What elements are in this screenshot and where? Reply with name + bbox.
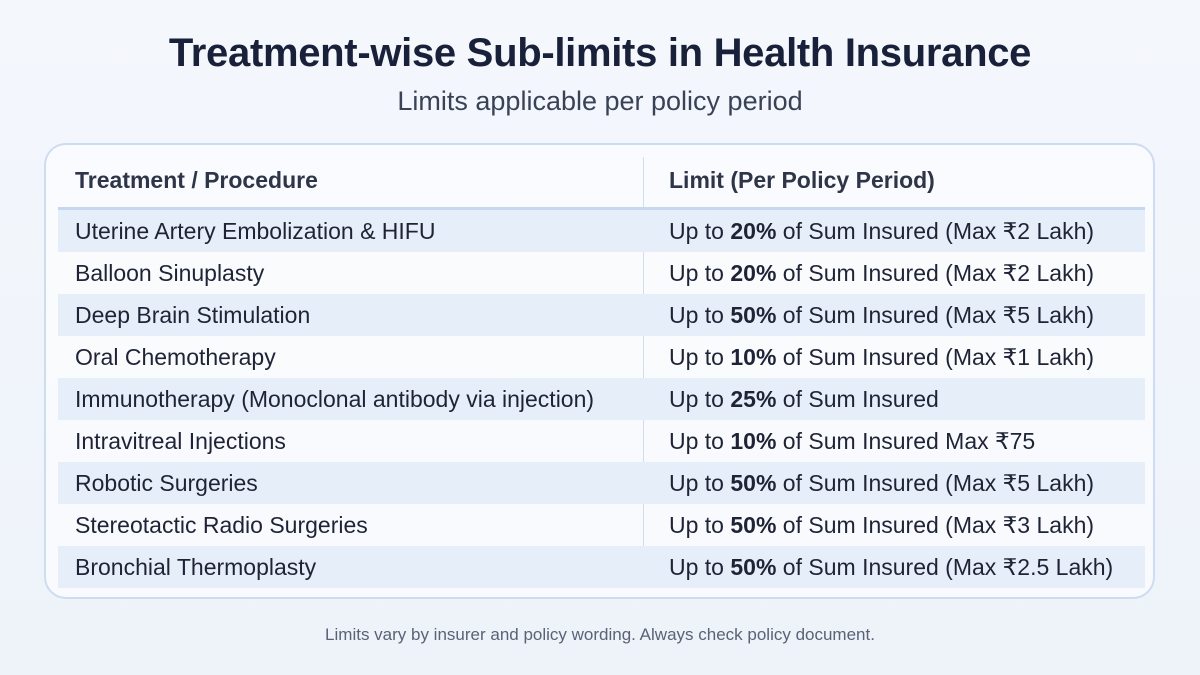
limit-cell [669, 294, 1094, 336]
page-title: Treatment-wise Sub-limits in Health Insurance [168, 31, 1032, 75]
treatment-cell: Oral Chemotherapy [75, 344, 276, 370]
table-row [58, 378, 1145, 420]
treatment-cell: Immunotherapy (Monoclonal antibody via injection) [75, 386, 595, 412]
table-row [58, 504, 1145, 546]
column-header-treatment: Treatment / Procedure [75, 167, 318, 193]
table-row [58, 210, 1145, 252]
limit-cell [669, 462, 1094, 504]
treatment-cell: Uterine Artery Embolization & HIFU [75, 218, 436, 244]
treatment-cell: Bronchial Thermoplasty [75, 554, 317, 580]
table-row [58, 546, 1145, 588]
limit-percent: 20% [730, 260, 777, 286]
treatment-cell: Balloon Sinuplasty [75, 260, 265, 286]
limit-suffix: of Sum Insured (Max ₹2 Lakh) [776, 260, 1095, 286]
sub-limits-table [44, 143, 1155, 599]
limit-suffix: of Sum Insured (Max ₹2 Lakh) [776, 218, 1095, 244]
table-row [58, 294, 1145, 336]
limit-cell [669, 504, 1094, 546]
treatment-cell: Stereotactic Radio Surgeries [75, 512, 368, 538]
limit-suffix: of Sum Insured (Max ₹3 Lakh) [776, 512, 1095, 538]
limit-suffix: of Sum Insured Max ₹75 [776, 428, 1036, 454]
limit-prefix: Up to [669, 554, 731, 580]
limit-suffix: of Sum Insured (Max ₹1 Lakh) [776, 344, 1095, 370]
limit-percent: 50% [730, 470, 777, 496]
footnote: Limits vary by insurer and policy wording. Always check policy document. [325, 625, 875, 644]
limit-prefix: Up to [669, 302, 731, 328]
limit-cell [669, 252, 1094, 294]
limit-prefix: Up to [669, 344, 731, 370]
limit-percent: 10% [730, 428, 777, 454]
limit-cell [669, 546, 1113, 588]
limit-percent: 25% [730, 386, 777, 412]
limit-percent: 50% [730, 302, 777, 328]
treatment-cell: Robotic Surgeries [75, 470, 258, 496]
limit-cell [669, 378, 939, 420]
table-body [58, 210, 1145, 588]
limit-prefix: Up to [669, 386, 731, 412]
limit-cell [669, 336, 1094, 378]
treatment-cell: Deep Brain Stimulation [75, 302, 311, 328]
limit-suffix: of Sum Insured [776, 386, 939, 412]
table-row [58, 336, 1145, 378]
page-subtitle: Limits applicable per policy period [397, 86, 803, 116]
limit-percent: 20% [730, 218, 777, 244]
column-header-limit: Limit (Per Policy Period) [669, 167, 935, 193]
limit-percent: 50% [730, 512, 777, 538]
table-row [58, 462, 1145, 504]
limit-prefix: Up to [669, 470, 731, 496]
limit-prefix: Up to [669, 428, 731, 454]
limit-cell [669, 420, 1035, 462]
limit-prefix: Up to [669, 260, 731, 286]
table-row [58, 420, 1145, 462]
treatment-cell: Intravitreal Injections [75, 428, 286, 454]
limit-cell [669, 210, 1094, 252]
limit-prefix: Up to [669, 512, 731, 538]
limit-percent: 10% [730, 344, 777, 370]
limit-suffix: of Sum Insured (Max ₹5 Lakh) [776, 302, 1095, 328]
limit-suffix: of Sum Insured (Max ₹2.5 Lakh) [776, 554, 1114, 580]
limit-prefix: Up to [669, 218, 731, 244]
table-header [46, 145, 1153, 207]
limit-percent: 50% [730, 554, 777, 580]
limit-suffix: of Sum Insured (Max ₹5 Lakh) [776, 470, 1095, 496]
table-row [58, 252, 1145, 294]
